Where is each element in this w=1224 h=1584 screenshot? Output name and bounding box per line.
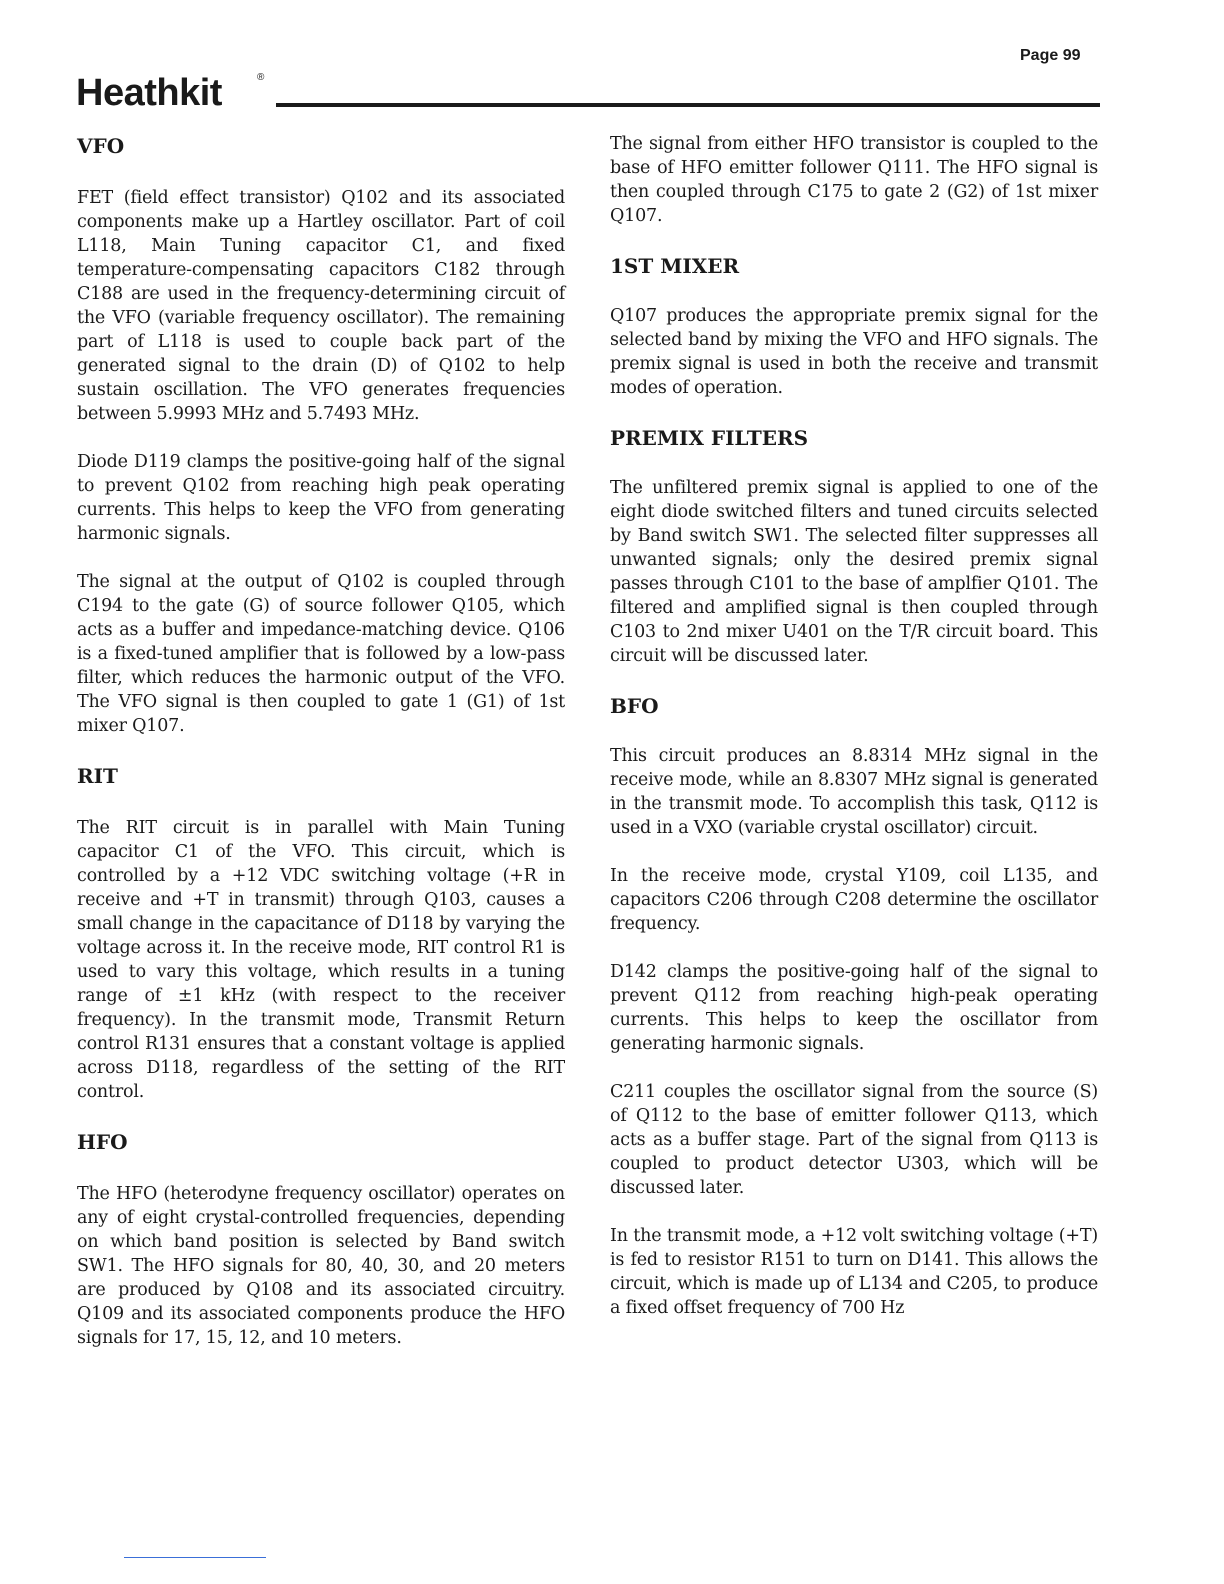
- brand-logo: Heathkit: [76, 72, 222, 114]
- paragraph-vfo-2: Diode D119 clamps the positive-going half of the signal to prevent Q102 from reaching high peak operating currents. This helps to keep the VFO from generating harmonic signals.: [77, 452, 565, 544]
- registered-mark: ®: [257, 72, 265, 83]
- section-heading-hfo: HFO: [77, 1130, 128, 1154]
- paragraph-bfo-4: C211 couples the oscillator signal from the source (S) of Q112 to the base of emitter follower Q113, which acts as a buffer stage. Part of the signal from Q113 is coupled to product detector U303, which will be discussed later.: [610, 1082, 1098, 1198]
- footer-underline: [124, 1557, 266, 1558]
- paragraph-vfo-3: The signal at the output of Q102 is coupled through C194 to the gate (G) of source follower Q105, which acts as a buffer and impedance-matching device. Q106 is a fixed-tuned amplifier that is followed by a low-pass filter, which reduces the harmonic output of the VFO. The VFO signal is then coupled to gate 1 (G1) of 1st mixer Q107.: [77, 572, 565, 736]
- section-heading-vfo: VFO: [77, 134, 125, 158]
- paragraph-bfo-1: This circuit produces an 8.8314 MHz signal in the receive mode, while an 8.8307 MHz signal is generated in the transmit mode. To accomplish this task, Q112 is used in a VXO (variable crystal oscillator) circuit.: [610, 746, 1098, 838]
- section-heading-rit: RIT: [77, 764, 118, 788]
- section-heading-1st-mixer: 1ST MIXER: [610, 254, 740, 278]
- section-heading-premix-filters: PREMIX FILTERS: [610, 426, 809, 450]
- paragraph-bfo-3: D142 clamps the positive-going half of the signal to prevent Q112 from reaching high-peak operating currents. This helps to keep the oscillator from generating harmonic signals.: [610, 962, 1098, 1054]
- left-column: [77, 132, 565, 1350]
- header-rule: [276, 103, 1100, 107]
- section-heading-bfo: BFO: [610, 694, 659, 718]
- right-column: [610, 132, 1098, 1320]
- paragraph-hfo-2: The signal from either HFO transistor is coupled to the base of HFO emitter follower Q111. The HFO signal is then coupled through C175 to gate 2 (G2) of 1st mixer Q107.: [610, 134, 1098, 226]
- paragraph-rit-1: The RIT circuit is in parallel with Main Tuning capacitor C1 of the VFO. This circuit, which is controlled by a +12 VDC switching voltage (+R in receive and +T in transmit) through Q103, causes a small change in the capacitance of D118 by varying the voltage across it. In the receive mode, RIT control R1 is used to vary this voltage, which results in a tuning range of ±1 kHz (with respect to the receiver frequency). In the transmit mode, Transmit Return control R131 ensures that a constant voltage is applied across D118, regardless of the setting of the RIT control.: [77, 818, 565, 1102]
- paragraph-hfo-1: The HFO (heterodyne frequency oscillator) operates on any of eight crystal-controlled frequencies, depending on which band position is selected by Band switch SW1. The HFO signals for 80, 40, 30, and 20 meters are produced by Q108 and its associated circuitry. Q109 and its associated components produce the HFO signals for 17, 15, 12, and 10 meters.: [77, 1184, 565, 1348]
- paragraph-bfo-5: In the transmit mode, a +12 volt switching voltage (+T) is fed to resistor R151 to turn on D141. This allows the circuit, which is made up of L134 and C205, to produce a fixed offset frequency of 700 Hz: [610, 1226, 1098, 1318]
- paragraph-mixer-1: Q107 produces the appropriate premix signal for the selected band by mixing the VFO and HFO signals. The premix signal is used in both the receive and transmit modes of operation.: [610, 306, 1098, 398]
- page-number: Page 99: [1020, 47, 1081, 64]
- paragraph-bfo-2: In the receive mode, crystal Y109, coil L135, and capacitors C206 through C208 determine the oscillator frequency.: [610, 866, 1098, 934]
- paragraph-vfo-1: FET (field effect transistor) Q102 and its associated components make up a Hartley oscillator. Part of coil L118, Main Tuning capacitor C1, and fixed temperature-compensating capacitors C182 through C188 are used in the frequency-determining circuit of the VFO (variable frequency oscillator). The remaining part of L118 is used to couple back part of the generated signal to the drain (D) of Q102 to help sustain oscillation. The VFO generates frequencies between 5.9993 MHz and 5.7493 MHz.: [77, 188, 565, 424]
- paragraph-premix-1: The unfiltered premix signal is applied to one of the eight diode switched filters and tuned circuits selected by Band switch SW1. The selected filter suppresses all unwanted signals; only the desired premix signal passes through C101 to the base of amplfier Q101. The filtered and amplified signal is then coupled through C103 to 2nd mixer U401 on the T/R circuit board. This circuit will be discussed later.: [610, 478, 1098, 666]
